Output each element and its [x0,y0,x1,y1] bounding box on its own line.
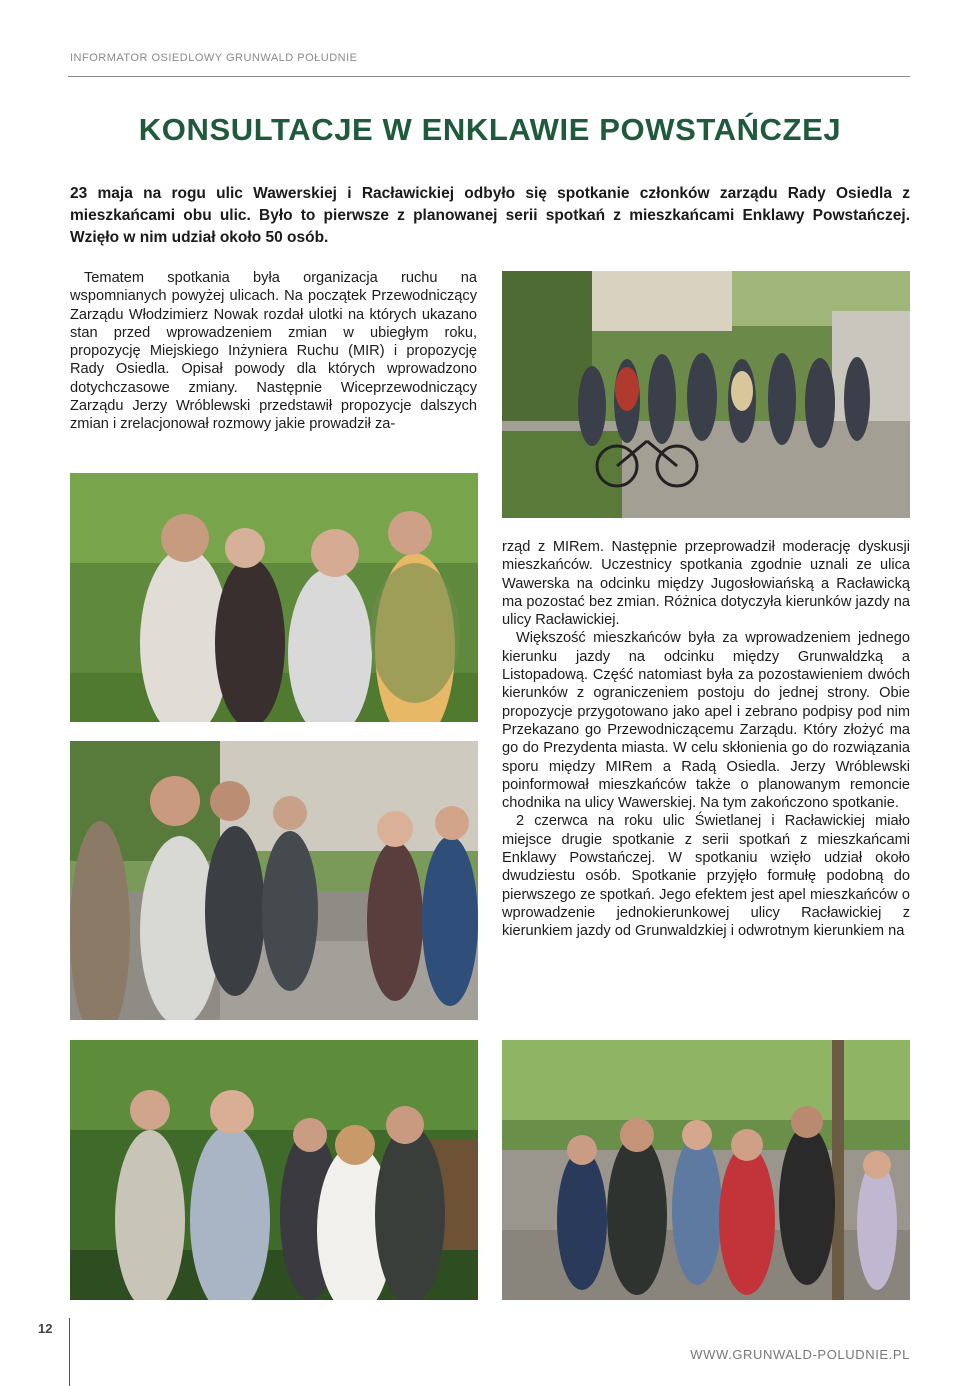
paragraph: Tematem spotkania była organizacja ruchu na wspomnianych powyżej ulicach. Na początek Przewodniczący Zarządu Włodzimierz Nowak rozdał ulotki na których ukazano stan przed wprowadzeniem zmian w ubiegłym roku, propozycję Miejskiego Inżyniera Ruchu (MIR) i propozycję Rady Osiedla. Opisał powody dla których wprowadzono dotychczasowe zmiany. Następnie Wiceprzewodniczący Zarządu Jerzy Wróblewski przedstawił propozycje dalszych zmian i zrelacjonował rozmowy jakie prowadził za- [70,270,477,433]
article-lead: 23 maja na rogu ulic Wawerskiej i Racławickiej odbyło się spotkanie członków zarządu Rady Osiedla z mieszkańcami obu ulic. Było to pierwsze z planowanej serii spotkań z mieszkańcami Enklawy Powstańczej. Wzięło w nim udział około 50 osób. [70,185,910,246]
photo-meeting-street-corner [502,271,910,518]
right-text-column [502,538,910,941]
paragraph: rząd z MIRem. Następnie przeprowadził moderację dyskusji mieszkańców. Uczestnicy spotkania zgodnie uznali ze ulica Wawerska na odcinku między Jugosłowiańską a Racławicką ma pozostać bez zmian. Różnica dotyczyła kierunków jazdy na ulicy Racławickiej. [502,539,910,629]
photo-second-meeting-garden [70,1040,478,1300]
photo-second-meeting-street [502,1040,910,1300]
photo-illustration [70,473,478,722]
photo-illustration [502,1040,910,1300]
header-divider [68,76,910,77]
photo-meeting-group-hedge [70,473,478,722]
photo-meeting-sidewalk [70,741,478,1020]
left-text-column [70,269,477,434]
paragraph: Większość mieszkańców była za wprowadzeniem jednego kierunku jazdy na odcinku między Grunwaldzką a Listopadową. Część natomiast była za pozostawieniem dwóch kierunków z ograniczeniem postoju do jednej strony. Obie propozycje przygotowano jako apel i zebrano podpisy pod nim Przekazano go Przewodniczącemu Zarządu. Który złożyć ma go do Prezydenta miasta. W celu skłonienia go do rozwiązania sporu między MIRem a Radą Osiedla. Jerzy Wróblewski poinformował mieszkańców także o planowanym remoncie chodnika na ulicy Wawerskiej. Na tym zakończono spotkanie. [502,630,910,812]
footer-website: WWW.GRUNWALD-POLUDNIE.PL [690,1347,910,1362]
footer-divider [69,1318,70,1386]
article-title: KONSULTACJE W ENKLAWIE POWSTAŃCZEJ [138,112,842,147]
running-header: INFORMATOR OSIEDLOWY GRUNWALD POŁUDNIE [70,52,358,64]
page-number: 12 [38,1321,53,1336]
photo-illustration [70,1040,478,1300]
photo-illustration [70,741,478,1020]
photo-illustration [502,271,910,518]
paragraph: 2 czerwca na roku ulic Świetlanej i Racławickiej miało miejsce drugie spotkanie z serii spotkań z mieszkańcami Enklawy Powstańczej. W spotkaniu wzięło udział około dwudziestu osób. Spotkanie przyjęło formułę podobną do pierwszego ze spotkań. Jego efektem jest apel mieszkańców o wprowadzenie jednokierunkowej ulicy Racławickiej z kierunkiem jazdy od Grunwaldzkiej i odwrotnym kierunkiem na [502,813,910,940]
